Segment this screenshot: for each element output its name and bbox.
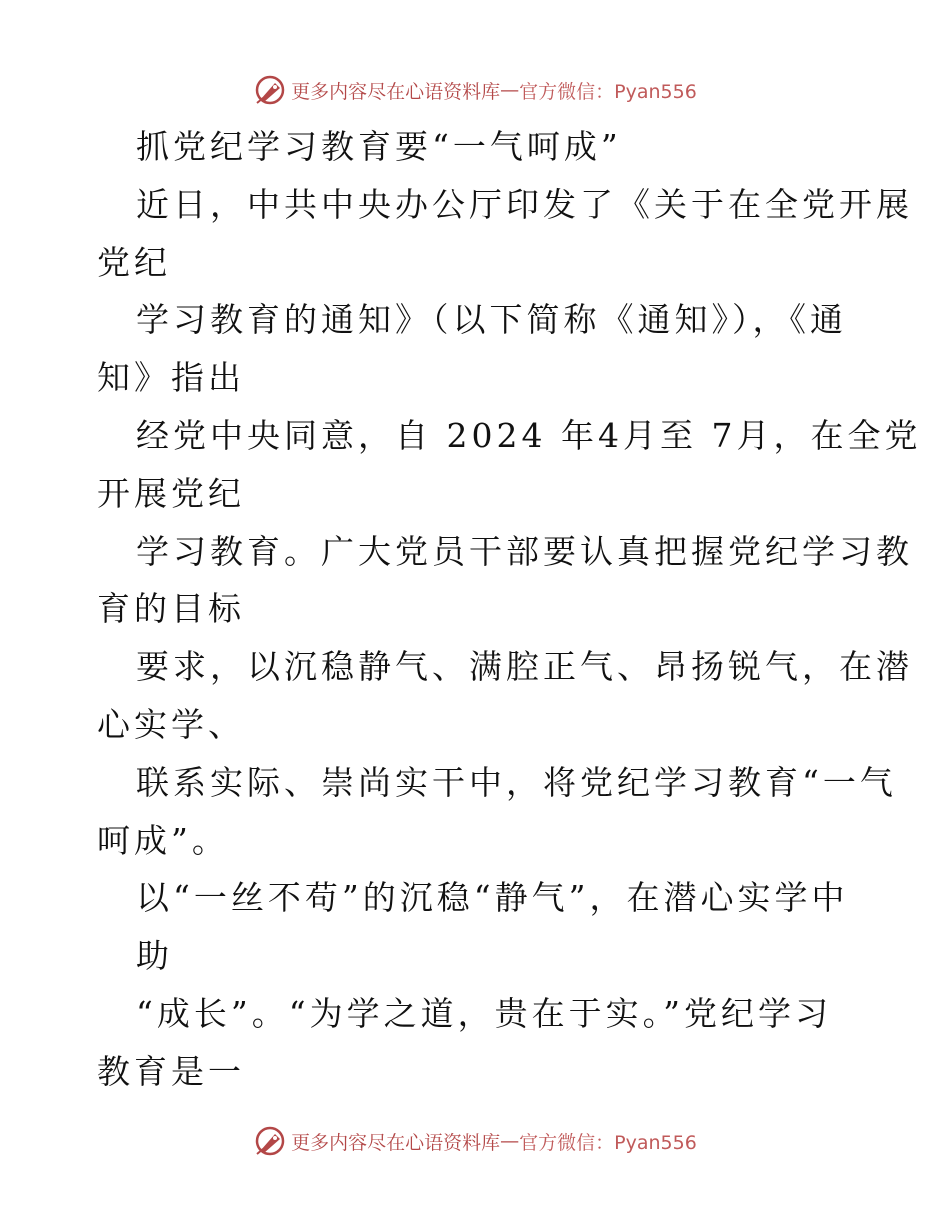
document-title: 抓党纪学习教育要“一气呵成” — [136, 127, 622, 166]
paragraph-line: 助 — [136, 936, 173, 976]
pen-nib-logo-icon — [253, 1124, 287, 1158]
banner-dash: — — [500, 1130, 520, 1152]
paragraph-line: 知》指出 — [97, 358, 245, 398]
paragraph-line: 要求，以沉稳静气、满腔正气、昂扬锐气，在潜 — [136, 647, 913, 687]
paragraph-line: 呵成”。 — [97, 820, 229, 860]
paragraph-line: 党纪 — [97, 242, 171, 282]
paragraph-line: “成长”。“为学之道，贵在于实。”党纪学习 — [136, 993, 832, 1033]
document-body — [97, 118, 922, 1101]
pen-nib-logo-icon — [253, 73, 287, 107]
paragraph-line: 教育是一 — [97, 1051, 245, 1091]
paragraph-line: 开展党纪 — [97, 473, 245, 513]
paragraph-line: 以“一丝不苟”的沉稳“静气”，在潜心实学中 — [136, 878, 849, 918]
banner-wechat: 官方微信：Pyan556 — [519, 1131, 697, 1154]
banner-wechat: 官方微信：Pyan556 — [519, 80, 697, 103]
paragraph-line: 联系实际、崇尚实干中，将党纪学习教育“一气 — [136, 762, 897, 802]
paragraph-line: 经党中央同意，自 2024 年4月至 7月，在全党 — [136, 415, 922, 455]
paragraph-line: 近日，中共中央办公厅印发了《关于在全党开展 — [136, 184, 913, 224]
paragraph-line: 育的目标 — [97, 589, 245, 629]
banner-dash: — — [500, 79, 520, 101]
header-banner — [0, 70, 950, 110]
footer-banner — [0, 1121, 950, 1161]
banner-text: 更多内容尽在心语资料库 — [291, 1131, 501, 1154]
paragraph-line: 学习教育。广大党员干部要认真把握党纪学习教 — [136, 531, 913, 571]
paragraph-line: 心实学、 — [97, 704, 245, 744]
paragraph-line: 学习教育的通知》（以下简称《通知》），《通 — [136, 300, 847, 340]
banner-text: 更多内容尽在心语资料库 — [291, 80, 501, 103]
